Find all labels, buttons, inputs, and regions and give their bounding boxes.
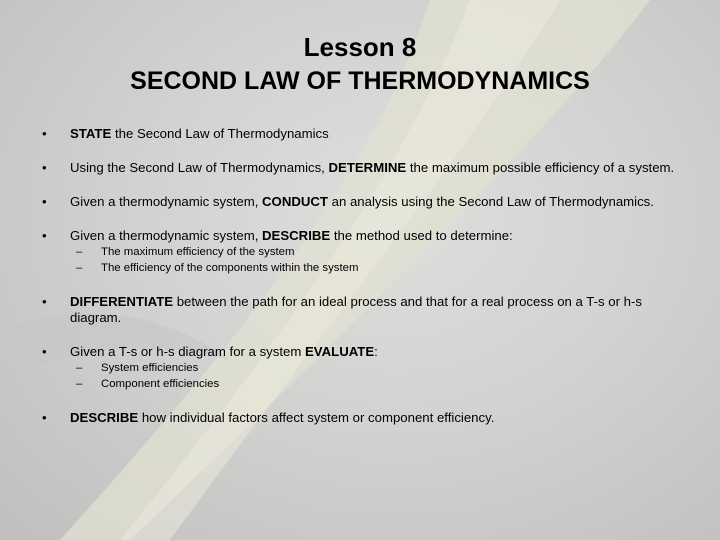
keyword: DESCRIBE xyxy=(70,410,139,425)
sub-list-item xyxy=(40,244,680,260)
list-item xyxy=(40,294,680,326)
bullet-icon: • xyxy=(42,344,47,359)
list-item xyxy=(40,410,680,426)
sub-item-text: Component efficiencies xyxy=(101,378,220,390)
dash-icon: – xyxy=(76,378,83,390)
keyword: EVALUATE xyxy=(305,344,375,359)
item-text: the Second Law of Thermodynamics xyxy=(111,126,329,141)
sub-list-item xyxy=(40,376,680,392)
keyword: CONDUCT xyxy=(262,194,328,209)
list-item xyxy=(40,126,680,142)
item-text: an analysis using the Second Law of Thermodynamics. xyxy=(327,194,654,209)
title-line-2: SECOND LAW OF THERMODYNAMICS xyxy=(130,67,590,95)
dash-icon: – xyxy=(76,262,83,274)
item-text: Given a T-s or h-s diagram for a system xyxy=(70,344,306,359)
dash-icon: – xyxy=(76,246,83,258)
keyword: DETERMINE xyxy=(328,160,407,175)
item-text: : xyxy=(374,344,378,359)
sub-item-text: The maximum efficiency of the system xyxy=(101,246,295,258)
list-item xyxy=(40,194,680,210)
item-text: between the path for an ideal process and that for a real process on a T-s or h-s diagram. xyxy=(70,294,642,325)
page-title xyxy=(0,30,720,98)
keyword: DESCRIBE xyxy=(262,228,331,243)
bullet-icon: • xyxy=(42,294,47,309)
bullet-icon: • xyxy=(42,194,47,209)
bullet-icon: • xyxy=(42,160,47,175)
sub-list-item xyxy=(40,260,680,276)
item-text: Given a thermodynamic system, xyxy=(70,228,263,243)
item-text: Given a thermodynamic system, xyxy=(70,194,263,209)
dash-icon: – xyxy=(76,362,83,374)
item-text: Using the Second Law of Thermodynamics, xyxy=(70,160,329,175)
sub-list-item xyxy=(40,360,680,376)
list-item xyxy=(40,344,680,360)
bullet-icon: • xyxy=(42,126,47,141)
list-item xyxy=(40,160,680,176)
keyword: DIFFERENTIATE xyxy=(70,294,174,309)
item-text: the maximum possible efficiency of a system. xyxy=(406,160,675,175)
item-text: how individual factors affect system or component efficiency. xyxy=(138,410,495,425)
list-item xyxy=(40,228,680,244)
bullet-icon: • xyxy=(42,228,47,243)
sub-item-text: The efficiency of the components within the system xyxy=(101,262,359,274)
sub-item-text: System efficiencies xyxy=(101,362,199,374)
objectives-list xyxy=(40,126,680,426)
item-text: the method used to determine: xyxy=(330,228,513,243)
keyword: STATE xyxy=(70,126,112,141)
title-line-1: Lesson 8 xyxy=(303,32,417,62)
bullet-icon: • xyxy=(42,410,47,425)
